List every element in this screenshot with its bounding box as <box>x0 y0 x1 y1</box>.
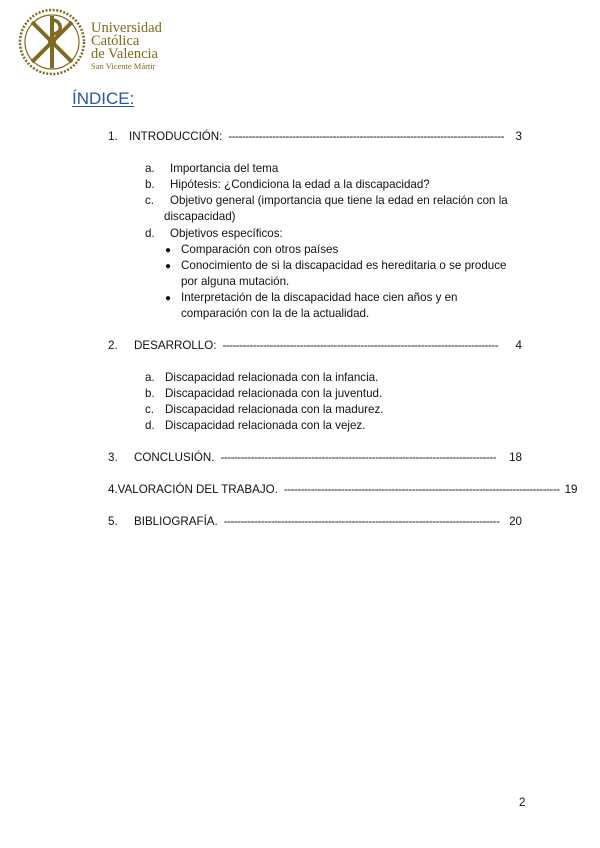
university-name <box>91 22 162 72</box>
list-text: Objetivo general (importancia que tiene la edad en relación con la <box>170 194 508 207</box>
logo-line-3: de Valencia <box>91 46 158 62</box>
page-number: 2 <box>519 797 526 809</box>
bullet-icon: ● <box>165 245 172 256</box>
logo-line-1: Universidad <box>91 20 162 36</box>
list-item <box>145 371 378 385</box>
toc-entry-conclusion[interactable] <box>108 451 522 465</box>
bullet-text: Comparación con otros países <box>181 243 339 256</box>
toc-page: 20 <box>509 515 522 528</box>
list-text: Discapacidad relacionada con la madurez. <box>165 403 384 416</box>
list-item <box>145 387 382 401</box>
toc-leader: ---------------------------------------------------------------------------------- <box>283 483 560 496</box>
toc-label: BIBLIOGRAFÍA. <box>134 515 218 528</box>
bullet-icon: ● <box>165 293 172 304</box>
toc-number: 3. <box>108 451 118 464</box>
list-marker: a. <box>145 371 155 384</box>
list-item <box>145 227 283 241</box>
toc-number: 1. <box>108 130 118 143</box>
toc-entry-valoracion[interactable] <box>108 483 578 497</box>
list-item <box>145 178 430 192</box>
toc-number: 2. <box>108 339 118 352</box>
list-text: Discapacidad relacionada con la infancia. <box>165 371 379 384</box>
toc-label: VALORACIÓN DEL TRABAJO. <box>117 483 278 496</box>
logo-line-4: San Vicente Mártir <box>91 61 156 71</box>
list-item-continuation: discapacidad) <box>164 210 236 223</box>
list-item <box>145 162 278 176</box>
toc-label: DESARROLLO: <box>134 339 217 352</box>
list-text: Objetivos específicos: <box>170 227 283 240</box>
bullet-item <box>165 243 338 258</box>
bullet-text: Interpretación de la discapacidad hace cien años y en <box>181 291 458 304</box>
bullet-item <box>165 259 506 274</box>
toc-label: CONCLUSIÓN. <box>134 451 215 464</box>
toc-page: 4 <box>515 339 522 352</box>
bullet-continuation: comparación con la de la actualidad. <box>181 307 370 320</box>
toc-page: 3 <box>515 130 522 143</box>
list-marker: d. <box>145 419 155 432</box>
bullet-continuation: por alguna mutación. <box>181 275 290 288</box>
index-title: ÍNDICE: <box>72 89 135 108</box>
toc-leader: ---------------------------------------------------------------------------------- <box>228 130 504 143</box>
list-text: Hipótesis: ¿Condiciona la edad a la discapacidad? <box>170 178 430 191</box>
toc-entry-introduccion[interactable] <box>108 130 522 144</box>
university-seal-icon <box>18 8 86 76</box>
toc-page: 19 <box>564 483 578 496</box>
toc-page: 18 <box>509 451 522 464</box>
logo-line-2: Católica <box>91 33 140 49</box>
list-item <box>145 194 508 208</box>
list-marker: a. <box>145 162 155 175</box>
bullet-text: Conocimiento de si la discapacidad es hereditaria o se produce <box>181 259 507 272</box>
list-marker: c. <box>145 403 155 416</box>
list-item <box>145 403 383 417</box>
list-marker: b. <box>145 178 155 191</box>
toc-entry-bibliografia[interactable] <box>108 515 522 529</box>
list-text: Discapacidad relacionada con la juventud. <box>165 387 383 400</box>
toc-number: 5. <box>108 515 118 528</box>
toc-leader: ---------------------------------------------------------------------------------- <box>220 451 497 464</box>
university-logo <box>18 8 178 76</box>
list-text: Discapacidad relacionada con la vejez. <box>165 419 366 432</box>
toc-leader: ---------------------------------------------------------------------------------- <box>223 515 500 528</box>
toc-number: 4. <box>108 483 118 496</box>
list-text: Importancia del tema <box>170 162 279 175</box>
toc-label: INTRODUCCIÓN: <box>129 130 223 143</box>
list-item <box>145 419 365 433</box>
list-marker: d. <box>145 227 155 240</box>
toc-leader: ---------------------------------------------------------------------------------- <box>222 339 499 352</box>
bullet-item <box>165 291 458 306</box>
list-marker: b. <box>145 387 155 400</box>
list-marker: c. <box>145 194 155 207</box>
bullet-icon: ● <box>165 261 172 272</box>
toc-entry-desarrollo[interactable] <box>108 339 522 353</box>
